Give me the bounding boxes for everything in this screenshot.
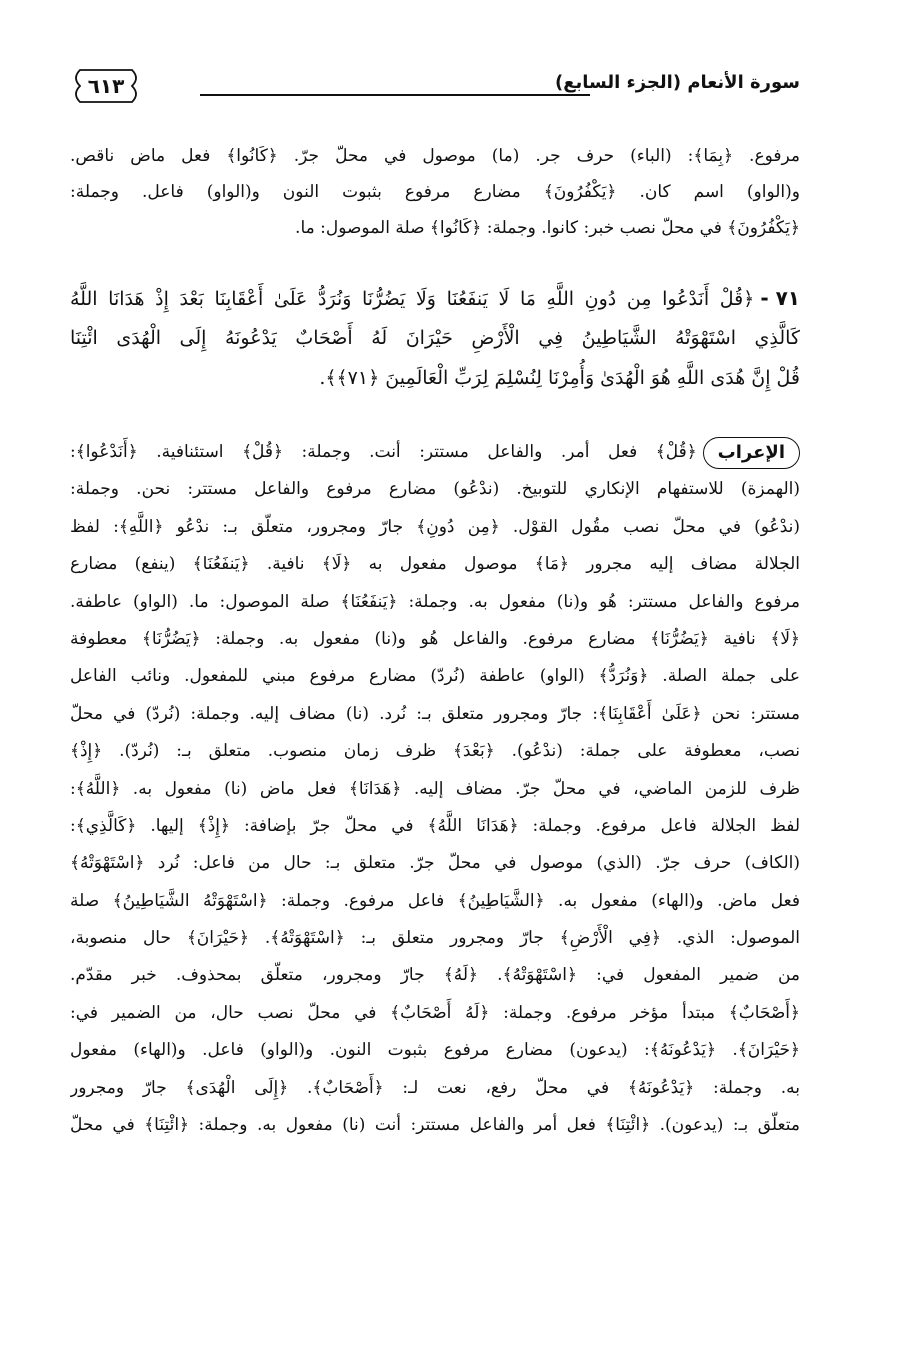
irab-line: نصب، معطوفة على جملة: (ندْعُو). ﴿بَعْدَ﴾ ظرف زمان منصوب. متعلق بـ: (نُردّ). ﴿إِذْ﴾ [70,741,800,762]
irab-section [70,434,800,1144]
text-line: مرفوع. ﴿بِمَا﴾: (الباء) حرف جر. (ما) موصول في محلّ جرّ. ﴿كَانُوا﴾ فعل ماض ناقص. [70,146,800,166]
irab-line: مستتر: نحن ﴿عَلَىٰ أَعْقَابِنَا﴾: جارّ ومجرور متعلق بـ: نُرد. (نا) مضاف إليه. وجملة: (نُردّ) في محلّ [70,703,800,724]
irab-text: ﴿قُلْ﴾ فعل أمر. والفاعل مستتر: أنت. وجملة: ﴿قُلْ﴾ استئنافية. ﴿أَنَدْعُوا﴾: [70,442,697,462]
header-rule [200,94,590,96]
verse-text: ﴿قُلْ أَنَدْعُوا مِن دُونِ اللَّهِ مَا لَا يَنفَعُنَا وَلَا يَضُرُّنَا وَنُرَدُّ عَلَىٰ أَعْقَابِنَا بَعْدَ إِذْ هَدَانَا اللَّهُ [70,288,755,310]
surah-title: سورة الأنعام (الجزء السابع) [554,72,800,93]
irab-line: (ندْعُو) في محلّ نصب مقُول القوْل. ﴿مِن دُونِ﴾ جارّ ومجرور، متعلّق بـ: ندْعُو ﴿اللَّهِ﴾: لفظ [70,516,800,537]
irab-line: مرفوع والفاعل مستتر: هُو و(نا) مفعول به. وجملة: ﴿يَنفَعُنَا﴾ صلة الموصول: ما. (الواو) عاطفة. [70,591,800,612]
irab-line: الموصول: الذي. ﴿فِي الْأَرْضِ﴾ جارّ ومجرور متعلق بـ: ﴿اسْتَهْوَتْهُ﴾. ﴿حَيْرَانَ﴾ حال منصوبة، [70,928,800,949]
verse-line [70,278,800,318]
irab-line: ﴿حَيْرَانَ﴾. ﴿يَدْعُونَهُ﴾: (يدعون) مضارع مرفوع بثبوت النون. و(الواو) فاعل. و(الهاء) مفعول [70,1040,800,1061]
irab-line: ظرف للزمن الماضي، في محلّ جرّ. مضاف إليه. ﴿هَدَانَا﴾ فعل ماض (نا) مفعول به. ﴿اللَّهُ﴾: [70,778,800,799]
paragraph-intro [70,138,800,246]
irab-line: متعلّق بـ: (يدعون). ﴿ائْتِنَا﴾ فعل أمر والفاعل مستتر: أنت (نا) مفعول به. وجملة: ﴿ائْتِنَا﴾ في محلّ [70,1115,800,1136]
text-line: ﴿يَكْفُرُونَ﴾ في محلّ نصب خبر: كانوا. وجملة: ﴿كَانُوا﴾ صلة الموصول: ما. [295,218,800,238]
irab-line: (الكاف) حرف جرّ. (الذي) موصول في محلّ جرّ. متعلق بـ: حال من فاعل: نُرد ﴿اسْتَهْوَتْهُ﴾ [70,853,800,874]
irab-line: الجلالة مضاف إليه مجرور ﴿مَا﴾ موصول مفعول به ﴿لَا﴾ نافية. ﴿يَنفَعُنَا﴾ (ينفع) مضارع [70,554,800,575]
page-number: ٦١٣ [87,74,125,98]
verse-number: ٧١ - [760,286,800,310]
irab-line: من ضمير المفعول في: ﴿اسْتَهْوَتْهُ﴾. ﴿لَهُ﴾ جارّ ومجرور، متعلّق بمحذوف. خبر مقدّم. [70,965,800,986]
irab-line: لفظ الجلالة فاعل مرفوع. وجملة: ﴿هَدَانَا اللَّهُ﴾ في محلّ جرّ بإضافة: ﴿إِذْ﴾ إليها. ﴿كَالَّذِي﴾: [70,815,800,836]
irab-line: ﴿لَا﴾ نافية ﴿يَضُرُّنَا﴾ مضارع مرفوع. والفاعل هُو و(نا) مفعول به. وجملة: ﴿يَضُرُّنَا﴾ معطوفة [70,628,800,649]
irab-line: ﴿أَصْحَابٌ﴾ مبتدأ مؤخر مرفوع. وجملة: ﴿لَهُ أَصْحَابٌ﴾ في محلّ نصب حال، من الضمير في: [70,1002,800,1023]
text-line: و(الواو) اسم كان. ﴿يَكْفُرُونَ﴾ مضارع مرفوع بثبوت النون و(الواو) فاعل. وجملة: [70,182,800,202]
page-header [70,66,800,110]
page-number-frame [70,66,142,106]
verse-line: كَالَّذِي اسْتَهْوَتْهُ الشَّيَاطِينُ فِي الْأَرْضِ حَيْرَانَ لَهُ أَصْحَابٌ يَدْعُونَهُ إِلَى الْهُدَى ائْتِنَا [70,327,800,349]
irab-line: (الهمزة) للاستفهام الإنكاري للتوبيخ. (ندْعُو) مضارع مرفوع والفاعل مستتر: نحن. وجملة: [70,479,800,500]
quran-verse [70,278,800,398]
irab-label: الإعراب [703,437,800,469]
verse-line: قُلْ إِنَّ هُدَى اللَّهِ هُوَ الْهُدَىٰ وَأُمِرْنَا لِنُسْلِمَ لِرَبِّ الْعَالَمِينَ ﴿٧١﴾﴾. [319,367,800,389]
irab-line [70,434,800,471]
irab-line: به. وجملة: ﴿يَدْعُونَهُ﴾ في محلّ رفع، نعت لـ: ﴿أَصْحَابٌ﴾. ﴿إِلَى الْهُدَى﴾ جارّ ومجرور [70,1077,800,1098]
irab-line: فعل ماض. و(الهاء) مفعول به. ﴿الشَّيَاطِينُ﴾ فاعل مرفوع. وجملة: ﴿اسْتَهْوَتْهُ الشَّيَاطِينُ﴾ صلة [70,890,800,911]
irab-line: على جملة الصلة. ﴿وَنُرَدُّ﴾ (الواو) عاطفة (نُردّ) مضارع مرفوع مبني للمفعول. ونائب الفاعل [70,666,800,687]
